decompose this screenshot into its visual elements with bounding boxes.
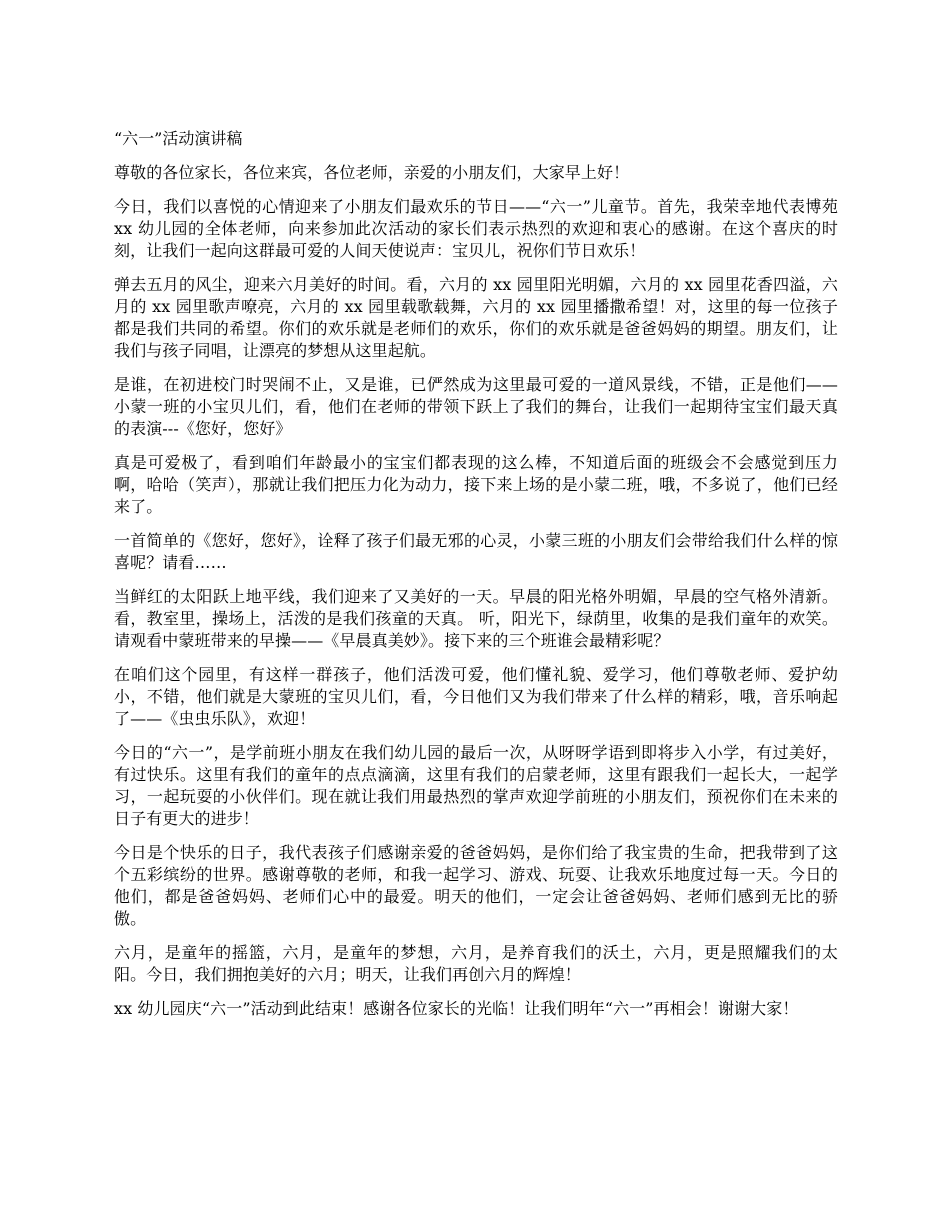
paragraph-class-3: 一首简单的《您好，您好》，诠释了孩子们最无邪的心灵，小蒙三班的小朋友们会带给我们什么样的惊喜呢？请看…… (114, 531, 838, 572)
paragraph-june: 弹去五月的风尘，迎来六月美好的时间。看，六月的 xx 园里阳光明媚，六月的 xx 园里花香四溢，六月的 xx 园里歌声嘹亮，六月的 xx 园里载歌载舞，六月的 xx 园里播撒希望！对，这里的每一位孩子都是我们共同的希望。你们的欢乐就是老师们的欢乐，你们的欢乐就是爸爸妈妈的期望。朋友们，让我们与孩子同唱，让漂亮的梦想从这里起航。 (114, 275, 838, 360)
document-page (114, 128, 838, 1032)
document-title: “六一”活动演讲稿 (114, 129, 243, 148)
paragraph-closing: xx 幼儿园庆“六一”活动到此结束！感谢各位家长的光临！让我们明年“六一”再相会！谢谢大家！ (114, 999, 799, 1018)
paragraph-greeting: 尊敬的各位家长，各位来宾，各位老师，亲爱的小朋友们，大家早上好！ (114, 163, 630, 182)
paragraph-june-summary: 六月，是童年的摇篮，六月，是童年的梦想，六月，是养育我们的沃土，六月，更是照耀我们的太阳。今日，我们拥抱美好的六月；明天，让我们再创六月的辉煌！ (114, 943, 838, 984)
paragraph-senior-class: 在咱们这个园里，有这样一群孩子，他们活泼可爱，他们懂礼貌、爱学习，他们尊敬老师、爱护幼小，不错，他们就是大蒙班的宝贝儿们，看，今日他们又为我们带来了什么样的精彩，哦，音乐响起了——《虫虫乐队》，欢迎！ (114, 665, 838, 728)
paragraph-class-1: 是谁，在初进校门时哭闹不止，又是谁，已俨然成为这里最可爱的一道风景线，不错，正是他们——小蒙一班的小宝贝儿们，看，他们在老师的带领下跃上了我们的舞台，让我们一起期待宝宝们最天真的表演---《您好，您好》 (114, 375, 838, 438)
paragraph-preschool: 今日的“六一”，是学前班小朋友在我们幼儿园的最后一次，从呀呀学语到即将步入小学，有过美好，有过快乐。这里有我们的童年的点点滴滴，这里有我们的启蒙老师，这里有跟我们一起长大，一起学习，一起玩耍的小伙伴们。现在就让我们用最热烈的掌声欢迎学前班的小朋友们，预祝你们在未来的日子有更大的进步！ (114, 743, 838, 828)
paragraph-class-2: 真是可爱极了，看到咱们年龄最小的宝宝们都表现的这么棒，不知道后面的班级会不会感觉到压力啊，哈哈（笑声），那就让我们把压力化为动力，接下来上场的是小蒙二班，哦，不多说了，他们已经来了。 (114, 453, 838, 516)
paragraph-thanks: 今日是个快乐的日子，我代表孩子们感谢亲爱的爸爸妈妈，是你们给了我宝贵的生命，把我带到了这个五彩缤纷的世界。感谢尊敬的老师，和我一起学习、游戏、玩耍、让我欢乐地度过每一天。今日的他们，都是爸爸妈妈、老师们心中的最爱。明天的他们，一定会让爸爸妈妈、老师们感到无比的骄傲。 (114, 843, 838, 928)
paragraph-opening: 今日，我们以喜悦的心情迎来了小朋友们最欢乐的节日——“六一”儿童节。首先，我荣幸地代表博苑 xx 幼儿园的全体老师，向来参加此次活动的家长们表示热烈的欢迎和衷心的感谢。在这个喜庆的时刻，让我们一起向这群最可爱的人间天使说声：宝贝儿，祝你们节日欢乐！ (114, 197, 838, 260)
paragraph-middle-class: 当鲜红的太阳跃上地平线，我们迎来了又美好的一天。早晨的阳光格外明媚，早晨的空气格外清新。看，教室里，操场上，活泼的是我们孩童的天真。 听，阳光下，绿荫里，收集的是我们童年的欢笑。请观看中蒙班带来的早操——《早晨真美妙》。接下来的三个班谁会最精彩呢？ (114, 587, 838, 650)
